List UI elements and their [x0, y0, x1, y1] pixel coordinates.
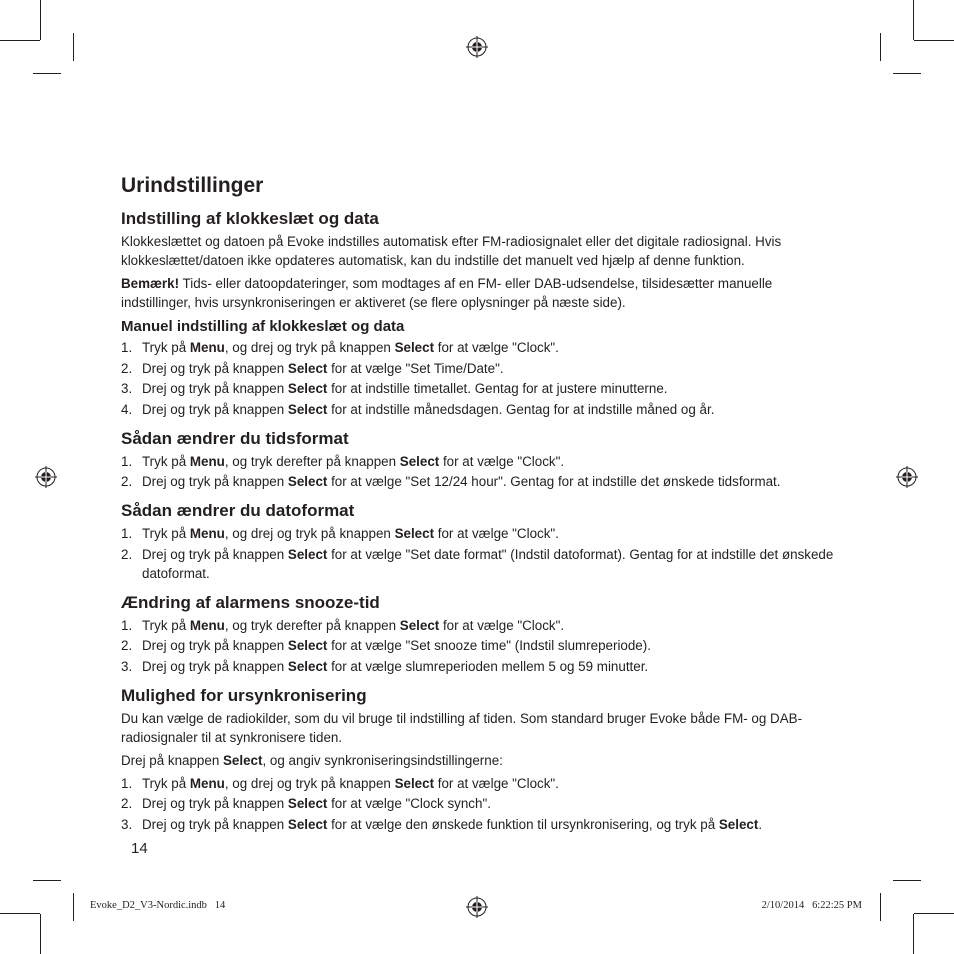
section-snooze: [121, 593, 841, 676]
steps-list: [121, 524, 841, 583]
list-item: 1. Tryk på Menu, og tryk derefter på knappen Select for at vælge "Clock".: [121, 617, 565, 633]
list-item: 2. Drej og tryk på knappen Select for at vælge "Set snooze time" (Indstil slumreperiode).: [121, 638, 651, 653]
sub-heading-manual: Manuel indstilling af klokkeslæt og data: [121, 318, 405, 335]
paragraph: Drej på knappen Select, og angiv synkroniseringsindstillingerne:: [121, 752, 503, 768]
section-heading-snooze: Ændring af alarmens snooze-tid: [121, 592, 380, 612]
section-heading-time-format: Sådan ændrer du tidsformat: [121, 428, 349, 448]
crop-mark: [73, 33, 74, 61]
crop-mark: [893, 880, 921, 881]
crop-mark: [73, 893, 74, 921]
list-item: 1. Tryk på Menu, og drej og tryk på knappen Select for at vælge "Clock".: [121, 340, 559, 355]
registration-mark-icon: [35, 466, 57, 488]
list-item: 2. Drej og tryk på knappen Select for at vælge "Set date format" (Indstil datoformat). Gentag for at indstille det ønskede datoformat.: [121, 546, 834, 581]
crop-mark: [914, 913, 954, 914]
section-heading-clock-sync: Mulighed for ursynkronisering: [121, 685, 367, 705]
section-clock-sync: [121, 686, 841, 834]
list-item: 4. Drej og tryk på knappen Select for at indstille månedsdagen. Gentag for at indstille måned og år.: [121, 401, 715, 417]
crop-mark: [33, 880, 61, 881]
crop-mark: [880, 33, 881, 61]
crop-mark: [893, 73, 921, 74]
steps-list: [121, 616, 841, 676]
list-item: 1. Tryk på Menu, og drej og tryk på knappen Select for at vælge "Clock".: [121, 526, 559, 541]
section-date-format: [121, 501, 841, 583]
page-content: [121, 172, 841, 835]
list-item: 1. Tryk på Menu, og drej og tryk på knappen Select for at vælge "Clock".: [121, 775, 559, 791]
crop-mark: [40, 0, 41, 40]
registration-mark-icon: [466, 896, 488, 918]
crop-mark: [0, 913, 40, 914]
note-paragraph: [121, 274, 841, 312]
list-item: 2. Drej og tryk på knappen Select for at vælge "Clock synch".: [121, 796, 491, 811]
steps-list: [121, 774, 841, 834]
crop-mark: [0, 40, 40, 41]
crop-mark: [913, 0, 914, 40]
paragraph: Klokkeslættet og datoen på Evoke indstilles automatisk efter FM-radiosignalet eller det digitale radiosignal. Hvis klokkeslættet/datoen ikke opdateres automatisk, kan du indstille det manuelt ved hjælp af denne funktion.: [121, 234, 782, 268]
registration-mark-icon: [466, 36, 488, 58]
crop-mark: [880, 893, 881, 921]
list-item: 3. Drej og tryk på knappen Select for at vælge slumreperioden mellem 5 og 59 minutter.: [121, 658, 649, 674]
steps-list: [121, 338, 841, 419]
note-text: Tids- eller datoopdateringer, som modtages af en FM- eller DAB-udsendelse, tilsidesætter manuelle indstillinger, hvis ursynkroniseringen er aktiveret (se flere oplysninger på næste side).: [121, 276, 773, 310]
crop-mark: [914, 40, 954, 41]
section-heading-date-format: Sådan ændrer du datoformat: [121, 501, 355, 520]
paragraph: Du kan vælge de radiokilder, som du vil bruge til indstilling af tiden. Som standard bruger Evoke både FM- og DAB-radiosignaler til at synkronisere tiden.: [121, 710, 803, 745]
crop-mark: [33, 73, 61, 74]
page-title: Urindstillinger: [121, 174, 264, 197]
list-item: 2. Drej og tryk på knappen Select for at vælge "Set 12/24 hour". Gentag for at indstille det ønskede tidsformat.: [121, 474, 781, 489]
slug-file-info: Evoke_D2_V3-Nordic.indb 14: [90, 900, 226, 911]
slug-timestamp: 2/10/2014 6:22:25 PM: [761, 900, 862, 911]
list-item: 3. Drej og tryk på knappen Select for at indstille timetallet. Gentag for at justere minutterne.: [121, 381, 668, 396]
crop-mark: [913, 914, 914, 954]
section-heading-clock-date: Indstilling af klokkeslæt og data: [121, 209, 379, 228]
list-item: 3. Drej og tryk på knappen Select for at vælge den ønskede funktion til ursynkronisering, og tryk på Select.: [121, 816, 763, 832]
registration-mark-icon: [896, 466, 918, 488]
list-item: 2. Drej og tryk på knappen Select for at vælge "Set Time/Date".: [121, 360, 504, 376]
section-time-format: [121, 429, 841, 492]
page-number: 14: [131, 840, 148, 857]
list-item: 1. Tryk på Menu, og tryk derefter på knappen Select for at vælge "Clock".: [121, 453, 565, 469]
note-label: Bemærk!: [121, 276, 180, 291]
crop-mark: [40, 914, 41, 954]
steps-list: [121, 452, 841, 492]
